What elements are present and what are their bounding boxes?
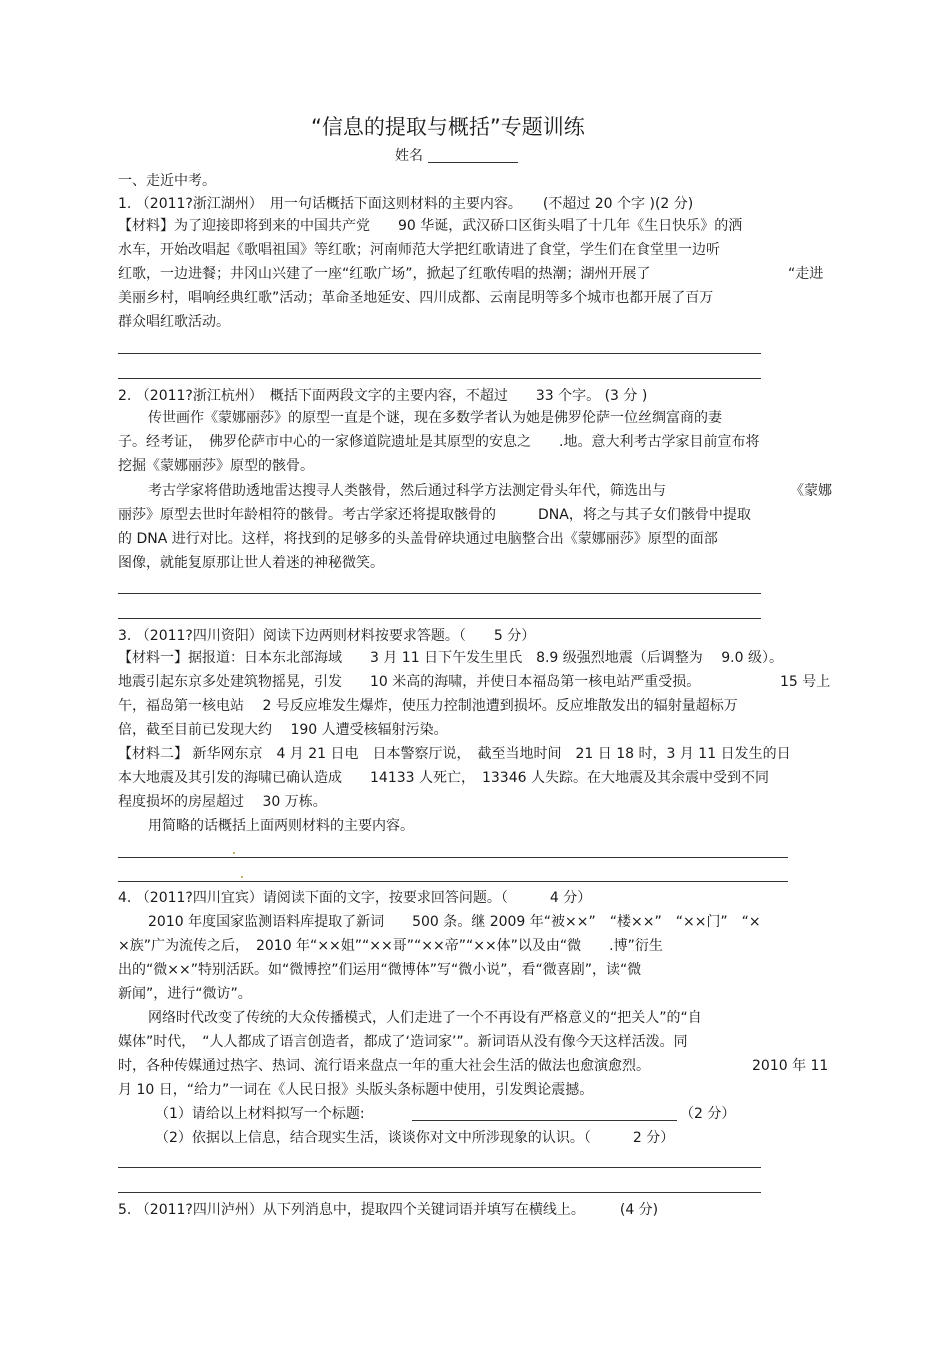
question-1-line: 【材料】为了迎接即将到来的中国共产党 90 华诞，武汉硚口区街头唱了十几年《生日快乐》的洒 [118, 218, 743, 234]
title-answer-blank[interactable] [412, 1120, 677, 1121]
answer-line[interactable] [118, 1167, 761, 1168]
question-3-line: 【材料一】据报道：日本东北部海域 3 月 11 日下午发生里氏 8.9 级强烈地震（后调整为 9.0 级）。 [118, 650, 783, 666]
question-4-line: 媒体”时代， “人人都成了语言创造者，都成了‘造词家’”。新词语从没有像今天这样活泼。同 [118, 1034, 688, 1050]
question-5-heading: 5. （2011?四川泸州）从下列消息中，提取四个关键词语并填写在横线上。 (4 分) [118, 1202, 659, 1218]
question-4-sub-1: （1）请给以上材料拟写一个标题: [155, 1106, 365, 1122]
question-3-line: 15 号上 [780, 674, 831, 690]
question-2-line: 《蒙娜 [790, 483, 832, 499]
question-2-line: 子。经考证， 佛罗伦萨市中心的一家修道院遗址是其原型的安息之 .地。意大利考古学家目前宣布将 [118, 434, 760, 450]
question-4-sub-2: （2）依据以上信息，结合现实生活，谈谈你对文中所涉现象的认识。（ 2 分） [155, 1130, 675, 1146]
question-1-heading: 1. （2011?浙江湖州） 用一句话概括下面这则材料的主要内容。 (不超过 20 个字 )(2 分) [118, 196, 694, 212]
question-1-line: 红歌，一边进餐；井冈山兴建了一座“红歌广场”，掀起了红歌传唱的热潮；湖州开展了 [118, 266, 651, 282]
answer-line[interactable] [118, 378, 761, 379]
question-4-line: 新闻”，进行“微访”。 [118, 986, 252, 1002]
question-3-line: 程度损坏的房屋超过 30 万栋。 [118, 794, 327, 810]
question-4-line: 网络时代改变了传统的大众传播模式，人们走进了一个不再设有严格意义的“把关人”的“自 [148, 1010, 702, 1026]
question-4-heading: 4. （2011?四川宜宾）请阅读下面的文字，按要求回答问题。（ 4 分） [118, 890, 592, 906]
question-2-line: 丽莎》原型去世时年龄相符的骸骨。考古学家还将提取骸骨的 DNA，将之与其子女们骸骨中提取 [118, 507, 751, 523]
answer-line[interactable] [118, 1192, 761, 1193]
question-2-heading: 2. （2011?浙江杭州） 概括下面两段文字的主要内容，不超过 33 个字。 (3 分 ) [118, 388, 648, 404]
question-1-line: “走进 [788, 266, 824, 282]
question-3-line: 【材料二】 新华网东京 4 月 21 日电 日本警察厅说， 截至当地时间 21 日 18 时，3 月 11 日发生的日 [118, 746, 791, 762]
answer-line[interactable] [118, 353, 761, 354]
speck [233, 852, 235, 854]
question-3-line: 本大地震及其引发的海啸已确认造成 14133 人死亡， 13346 人失踪。在大地震及其余震中受到不同 [118, 770, 769, 786]
answer-line[interactable] [118, 857, 788, 858]
question-3-line: 地震引起东京多处建筑物摇晃，引发 10 米高的海啸，并使日本福岛第一核电站严重受损。 [118, 674, 701, 690]
answer-line[interactable] [118, 618, 761, 619]
question-2-line: 传世画作《蒙娜丽莎》的原型一直是个谜，现在多数学者认为她是佛罗伦萨一位丝绸富商的妻 [148, 410, 722, 426]
question-2-line: 的 DNA 进行对比。这样，将找到的足够多的头盖骨碎块通过电脑整合出《蒙娜丽莎》原型的面部 [118, 531, 718, 547]
answer-line[interactable] [118, 881, 788, 882]
question-1-line: 水车，开始改唱起《歌唱祖国》等红歌；河南师范大学把红歌请进了食堂，学生们在食堂里一边听 [118, 242, 720, 258]
question-4-line: 2010 年 11 [752, 1058, 829, 1074]
question-4-line: 月 10 日，“给力”一词在《人民日报》头版头条标题中使用，引发舆论震撼。 [118, 1082, 594, 1098]
question-2-line: 考古学家将借助透地雷达搜寻人类骸骨，然后通过科学方法测定骨头年代，筛选出与 [148, 483, 666, 499]
answer-line[interactable] [118, 593, 761, 594]
question-3-line: 用简略的话概括上面两则材料的主要内容。 [148, 818, 414, 834]
name-label: 姓名 [395, 148, 423, 164]
question-2-line: 挖掘《蒙娜丽莎》原型的骸骨。 [118, 458, 314, 474]
question-1-line: 美丽乡村，唱响经典红歌”活动；革命圣地延安、四川成都、云南昆明等多个城市也都开展了百万 [118, 290, 714, 306]
question-3-line: 午，福岛第一核电站 2 号反应堆发生爆炸，使压力控制池遭到损坏。反应堆散发出的辐射量超标万 [118, 698, 738, 714]
speck [241, 876, 243, 878]
question-4-sub-1-score: （2 分） [680, 1106, 736, 1122]
question-4-line: 时，各种传媒通过热字、热词、流行语来盘点一年的重大社会生活的做法也愈演愈烈。 [118, 1058, 650, 1074]
page-title: “信息的提取与概括”专题训练 [311, 115, 585, 139]
question-4-line: ×族”广为流传之后， 2010 年“××姐”“××哥”“××帝”“××体”以及由“微 .博”衍生 [118, 938, 663, 954]
section-heading: 一、走近中考。 [118, 173, 216, 189]
question-1-line: 群众唱红歌活动。 [118, 314, 230, 330]
question-2-line: 图像，就能复原那让世人着迷的神秘微笑。 [118, 555, 384, 571]
name-blank[interactable] [428, 162, 518, 163]
question-3-line: 倍，截至目前已发现大约 190 人遭受核辐射污染。 [118, 722, 448, 738]
question-4-line: 出的“微××”特别活跃。如“微博控”们运用“微博体”写“微小说”，看“微喜剧”，读“微 [118, 962, 642, 978]
question-3-heading: 3. （2011?四川资阳）阅读下边两则材料按要求答题。（ 5 分） [118, 628, 536, 644]
question-4-line: 2010 年度国家监测语料库提取了新词 500 条。继 2009 年“被××” “楼××” “××门” “× [148, 914, 761, 930]
